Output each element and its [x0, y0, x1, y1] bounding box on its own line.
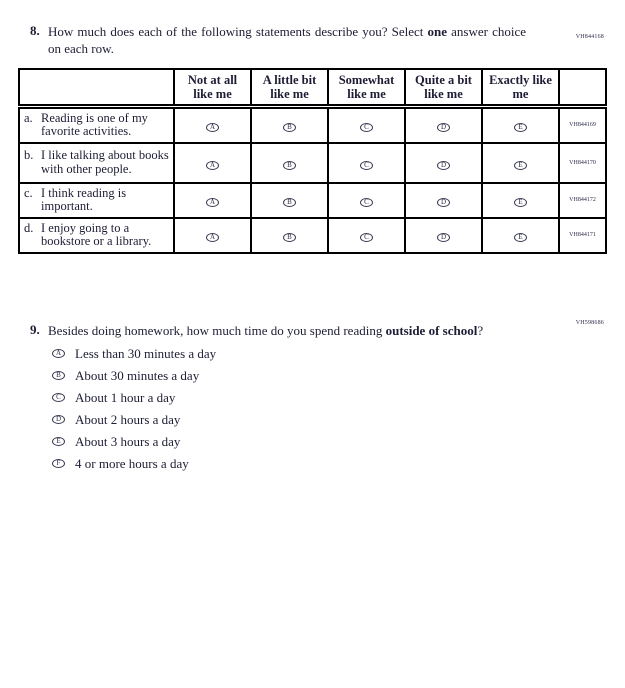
statement-text: Reading is one of my favorite activities. — [41, 110, 148, 138]
question-8-text-before: How much does each of the following statements describe you? Select — [48, 24, 428, 39]
statement-cell — [19, 183, 174, 218]
row-letter: c. — [24, 185, 33, 200]
row-item-code: VH844169 — [559, 106, 606, 143]
statement-text: I like talking about books with other people. — [41, 148, 169, 176]
column-header-quite-a-bit: Quite a bit like me — [405, 69, 482, 106]
column-header-somewhat: Somewhat like me — [328, 69, 405, 106]
answer-cell-c2 — [251, 183, 328, 218]
question-9-number: 9. — [30, 321, 40, 337]
answer-cell-d2 — [251, 218, 328, 253]
option-label: About 1 hour a day — [75, 389, 176, 405]
answer-bubble-c[interactable]: C — [360, 198, 373, 207]
table-header-row — [19, 69, 606, 106]
row-item-code: VH844170 — [559, 143, 606, 183]
answer-cell-d5 — [482, 218, 559, 253]
option-bubble-a[interactable]: A — [52, 349, 65, 358]
answer-bubble-b[interactable]: B — [283, 123, 296, 132]
answer-cell-c1 — [174, 183, 251, 218]
statements-table — [18, 68, 607, 254]
answer-option-5 — [52, 435, 625, 449]
question-8-item-code: VH844168 — [575, 34, 604, 40]
table-row-a — [19, 106, 606, 143]
questionnaire-page — [0, 23, 625, 688]
answer-bubble-e[interactable]: E — [514, 233, 527, 242]
answer-bubble-d[interactable]: D — [437, 233, 450, 242]
answer-option-3 — [52, 391, 625, 405]
answer-bubble-b[interactable]: B — [283, 161, 296, 170]
option-bubble-d[interactable]: D — [52, 415, 65, 424]
answer-option-4 — [52, 413, 625, 427]
answer-bubble-a[interactable]: A — [206, 123, 219, 132]
answer-bubble-b[interactable]: B — [283, 198, 296, 207]
option-bubble-e[interactable]: E — [52, 437, 65, 446]
answer-bubble-c[interactable]: C — [360, 161, 373, 170]
answer-cell-a5 — [482, 106, 559, 143]
answer-cell-a2 — [251, 106, 328, 143]
option-bubble-b[interactable]: B — [52, 371, 65, 380]
answer-option-1 — [52, 347, 625, 361]
column-header-exactly-like: Exactly like me — [482, 69, 559, 106]
column-header-not-at-all: Not at all like me — [174, 69, 251, 106]
question-9-options — [52, 347, 625, 471]
answer-cell-d3 — [328, 218, 405, 253]
question-8-text-bold: one — [427, 24, 448, 39]
row-letter: b. — [24, 148, 34, 162]
answer-cell-b4 — [405, 143, 482, 183]
answer-cell-c3 — [328, 183, 405, 218]
question-9-text-bold: outside of school — [385, 322, 478, 338]
question-8-number: 8. — [30, 23, 40, 38]
answer-bubble-a[interactable]: A — [206, 233, 219, 242]
question-8 — [30, 23, 625, 57]
answer-cell-b1 — [174, 143, 251, 183]
answer-bubble-d[interactable]: D — [437, 123, 450, 132]
option-bubble-f[interactable]: F — [52, 459, 65, 468]
statement-cell — [19, 106, 174, 143]
answer-cell-b3 — [328, 143, 405, 183]
option-label: About 2 hours a day — [75, 411, 181, 427]
question-9-text-before: Besides doing homework, how much time do you spend reading — [48, 322, 386, 338]
answer-bubble-a[interactable]: A — [206, 198, 219, 207]
answer-bubble-e[interactable]: E — [514, 161, 527, 170]
table-row-b — [19, 143, 606, 183]
option-label: About 3 hours a day — [75, 433, 181, 449]
row-letter: a. — [24, 110, 33, 125]
question-9-item-code: VH598686 — [575, 320, 604, 326]
option-label: 4 or more hours a day — [75, 455, 189, 471]
statement-text: I think reading is important. — [41, 185, 127, 213]
answer-bubble-a[interactable]: A — [206, 161, 219, 170]
answer-bubble-b[interactable]: B — [283, 233, 296, 242]
question-8-text — [48, 23, 526, 57]
statement-column-header — [19, 69, 174, 106]
answer-cell-a3 — [328, 106, 405, 143]
code-column-header — [559, 69, 606, 106]
statement-cell — [19, 143, 174, 183]
statement-text: I enjoy going to a bookstore or a library. — [41, 220, 152, 248]
row-item-code: VH844172 — [559, 183, 606, 218]
option-bubble-c[interactable]: C — [52, 393, 65, 402]
answer-cell-b2 — [251, 143, 328, 183]
row-item-code: VH844171 — [559, 218, 606, 253]
answer-bubble-c[interactable]: C — [360, 123, 373, 132]
option-label: Less than 30 minutes a day — [75, 345, 217, 361]
table-row-d — [19, 218, 606, 253]
question-9 — [30, 322, 625, 339]
answer-cell-c4 — [405, 183, 482, 218]
question-9-text-after: ? — [477, 322, 484, 338]
answer-option-2 — [52, 369, 625, 383]
answer-bubble-e[interactable]: E — [514, 123, 527, 132]
answer-cell-d1 — [174, 218, 251, 253]
answer-bubble-d[interactable]: D — [437, 198, 450, 207]
option-label: About 30 minutes a day — [75, 367, 200, 383]
question-9-text — [48, 322, 483, 339]
table-row-c — [19, 183, 606, 218]
answer-cell-a4 — [405, 106, 482, 143]
question-8-text-after: answer choice on each row. — [48, 24, 526, 56]
column-header-a-little-bit: A little bit like me — [251, 69, 328, 106]
answer-cell-d4 — [405, 218, 482, 253]
answer-cell-a1 — [174, 106, 251, 143]
statement-cell — [19, 218, 174, 253]
answer-bubble-e[interactable]: E — [514, 198, 527, 207]
answer-bubble-d[interactable]: D — [437, 161, 450, 170]
row-letter: d. — [24, 220, 34, 235]
answer-option-6 — [52, 457, 625, 471]
answer-cell-b5 — [482, 143, 559, 183]
answer-cell-c5 — [482, 183, 559, 218]
answer-bubble-c[interactable]: C — [360, 233, 373, 242]
